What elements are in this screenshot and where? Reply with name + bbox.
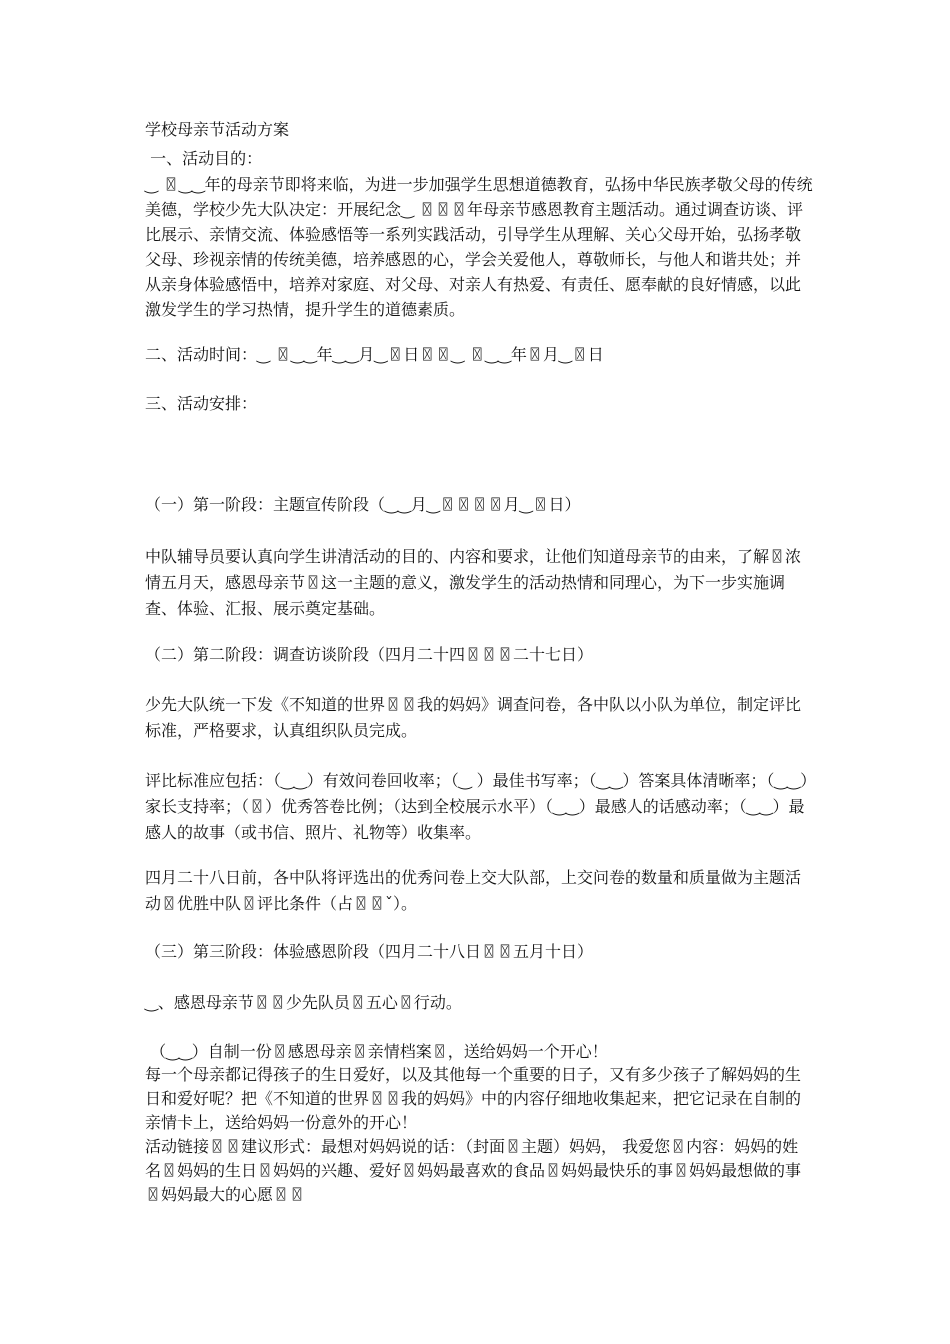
section-heading-arrangement: 三、活动安排： — [145, 394, 258, 413]
section-heading-purpose: 一、活动目的： — [145, 149, 263, 168]
stage-heading-2: （二）第二阶段：调查访谈阶段（四月二十四〿〿〿二十七日） — [145, 645, 594, 664]
paragraph-stage-1: 中队辅导员要认真向学生讲清活动的目的、内容和要求，让他们知道母亲节的由来，了解〿浓情五月天，感恩母亲节〿这一主题的意义，激发学生的活动热情和同理心，为下一步实施调查、体验、汇报、展示奠定基础。 — [145, 547, 802, 618]
paragraph-purpose: ‿ 〿‿‿年的母亲节即将来临，为进一步加强学生思想道德教育，弘扬中华民族孝敬父母的传统美德，学校少先大队决定：开展纪念‿ 〿〿〿年母亲节感恩教育主题活动。通过调查访谈、评比展示、亲情交流、体验感悟等一系列实践活动，引导学生从理解、关心父母开始，弘扬孝敬父母、珍视亲情的传统美德，培养感恩的心，学会关爱他人，尊敬师长，与他人和谐共处；并从亲身体验感悟中，培养对家庭、对父母、对亲人有热爱、有责任、愿奉献的良好情感，以此激发学生的学习热情，提升学生的道德素质。 — [145, 175, 813, 319]
paragraph-deadline: 四月二十八日前，各中队将评选出的优秀问卷上交大队部，上交问卷的数量和质量做为主题活动〿优胜中队〿评比条件（占〿〿ˇ）。 — [145, 868, 802, 913]
stage-heading-1: （一）第一阶段：主题宣传阶段（‿‿月‿〿〿〿〿月‿〿日） — [145, 495, 581, 514]
document-title: 学校母亲节活动方案 — [145, 120, 290, 139]
activity-subheading-1: （‿‿）自制一份〿感恩母亲〿亲情档案〿，送给妈妈一个开心！ — [145, 1042, 608, 1061]
paragraph-criteria: 评比标准应包括：（‿‿）有效问卷回收率；（‿ ）最佳书写率；（‿‿）答案具体清晰率；（‿‿）家长支持率；（〿）优秀答卷比例；（达到全校展示水平）（‿‿）最感人的话感动率；（‿‿）最感人的故事（或书信、照片、礼物等）收集率。 — [145, 771, 809, 842]
stage-heading-3: （三）第三阶段：体验感恩阶段（四月二十八日〿〿五月十日） — [145, 942, 594, 961]
paragraph-stage-2: 少先大队统一下发《不知道的世界〿〿我的妈妈》调查问卷，各中队以小队为单位，制定评比标准，严格要求，认真组织队员完成。 — [145, 695, 802, 740]
paragraph-activity-link: 活动链接〿〿建议形式：最想对妈妈说的话：（封面〿主题）妈妈， 我爱您〿内容：妈妈的姓名〿妈妈的生日〿妈妈的兴趣、爱好〿妈妈最喜欢的食品〿妈妈最快乐的事〿妈妈最想做的事〿妈妈最大的心愿〿〿 — [145, 1137, 802, 1204]
paragraph-activity-1: 每一个母亲都记得孩子的生日爱好，以及其他每一个重要的日子，又有多少孩子了解妈妈的生日和爱好呢？把《不知道的世界〿〿我的妈妈》中的内容仔细地收集起来，把它记录在自制的亲情卡上，送给妈妈一份意外的开心！ — [145, 1065, 802, 1132]
section-heading-time: 二、活动时间：‿ 〿‿‿年‿‿月‿〿日〿〿‿ 〿‿‿年〿月‿〿日 — [145, 345, 604, 364]
activity-heading-1: ‿、感恩母亲节〿〿少先队员〿五心〿行动。 — [145, 993, 462, 1012]
